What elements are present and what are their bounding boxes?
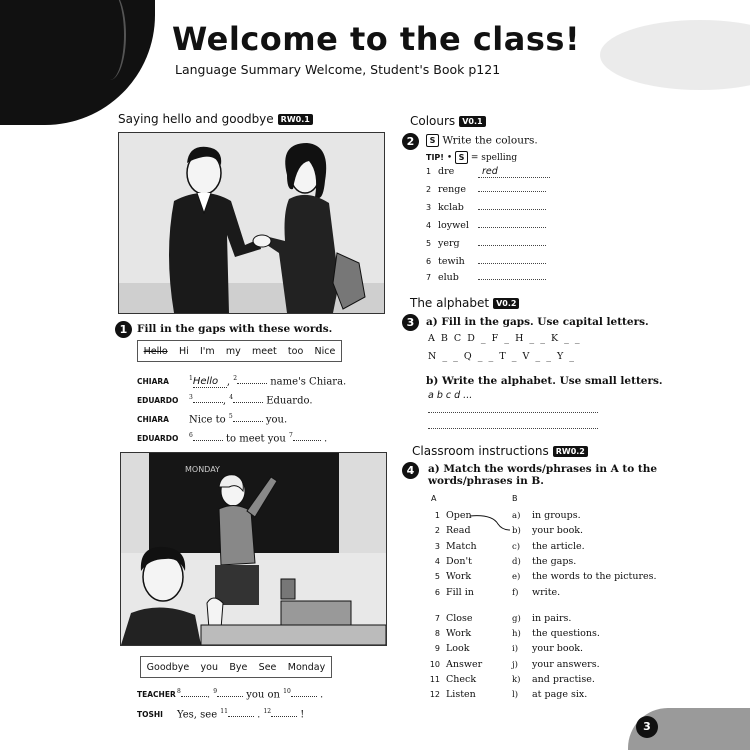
phrase-b: the gaps. — [532, 556, 577, 567]
item-number: 2 — [426, 185, 432, 194]
letter: h) — [512, 629, 521, 639]
match-row — [426, 674, 595, 685]
page-title: Welcome to the class! — [172, 20, 581, 58]
letter: e) — [512, 572, 521, 582]
section-heading-hello — [118, 112, 313, 126]
alphabet-row-1: A B C D _ F _ H _ _ K _ _ — [428, 333, 580, 344]
tip-label: TIP! — [426, 153, 444, 162]
row-number: 12 — [429, 690, 440, 699]
dialog-text: you. — [262, 414, 288, 426]
page-subtitle: Language Summary Welcome, Student's Book p121 — [175, 62, 501, 77]
phrase-a: Fill in — [446, 587, 474, 598]
board-word: MONDAY — [185, 465, 220, 474]
letter: l) — [512, 690, 519, 700]
dialog-text: . — [320, 433, 328, 445]
gap-answer: Hello — [193, 376, 227, 388]
colour-item — [426, 166, 550, 178]
word-box-item: Goodbye — [146, 661, 190, 673]
gap-blank — [193, 402, 223, 403]
word-box-item: Nice — [314, 345, 336, 357]
row-number: 3 — [434, 542, 440, 551]
exercise-3a-instruction: a) Fill in the gaps. Use capital letters. — [426, 316, 649, 328]
gap-blank — [293, 440, 321, 441]
word-box-item: Hello — [143, 345, 168, 357]
speaker-name: CHIARA — [137, 377, 169, 387]
gap-number: 3 — [189, 394, 193, 401]
dialog-line — [137, 708, 304, 720]
item-number: 1 — [426, 167, 432, 176]
gap-blank — [291, 696, 317, 697]
match-row — [426, 659, 600, 670]
exercise-2-instruction — [426, 134, 538, 147]
item-number: 4 — [426, 221, 432, 230]
gap-number: 4 — [229, 394, 234, 401]
match-row — [426, 643, 583, 654]
word-box-item: my — [225, 345, 241, 357]
phrase-b: in groups. — [532, 510, 581, 521]
dialog-line — [137, 432, 327, 444]
colour-item — [426, 202, 546, 213]
exercise-number-2: 2 — [402, 133, 419, 150]
answer-blank — [478, 279, 546, 280]
answer-blank — [478, 263, 546, 264]
tip-line — [426, 151, 517, 164]
alphabet-row-2: N _ _ Q _ _ T _ V _ _ Y _ — [428, 351, 575, 362]
section-tag: V0.1 — [459, 116, 485, 127]
gap-blank — [228, 716, 254, 717]
word-box-item: See — [258, 661, 277, 673]
classroom-illustration — [120, 452, 387, 646]
handshake-illustration — [118, 132, 385, 314]
gap-number: 1 — [189, 375, 193, 382]
colour-item — [426, 220, 546, 231]
phrase-b: write. — [532, 587, 561, 598]
gap-number: 10 — [283, 688, 291, 695]
row-number: 4 — [434, 557, 440, 566]
answer-blank — [478, 191, 546, 192]
phrase-b: in pairs. — [532, 613, 572, 624]
dialog-text: Eduardo. — [263, 395, 313, 407]
phrase-b: your answers. — [532, 659, 600, 670]
word-box-item: Bye — [229, 661, 248, 673]
colour-item — [426, 238, 546, 249]
letter: j) — [512, 660, 518, 670]
gap-number: 6 — [189, 432, 193, 439]
phrase-a: Listen — [446, 689, 476, 700]
speaker-name: TOSHI — [137, 710, 163, 720]
gap-blank — [181, 696, 207, 697]
section-heading-text: Saying hello and goodbye — [118, 112, 274, 126]
phrase-a: Open — [446, 510, 472, 521]
gap-number: 7 — [289, 432, 293, 439]
word-box-item: I'm — [199, 345, 215, 357]
section-tag: V0.2 — [493, 298, 519, 309]
row-number: 6 — [434, 588, 440, 597]
dialog-text: , — [222, 395, 230, 407]
dialog-text: Yes, see — [177, 709, 221, 721]
letter: b) — [512, 526, 521, 536]
item-number: 3 — [426, 203, 432, 212]
letter: a) — [512, 511, 521, 521]
handshake-drawing — [119, 133, 384, 313]
phrase-a: Answer — [446, 659, 483, 670]
item-number: 5 — [426, 239, 432, 248]
phrase-a: Read — [446, 525, 471, 536]
phrase-b: the article. — [532, 541, 585, 552]
phrase-b: the questions. — [532, 628, 600, 639]
item-number: 6 — [426, 257, 432, 266]
section-heading-text: Colours — [410, 114, 456, 128]
match-row — [426, 510, 581, 521]
phrase-b: at page six. — [532, 689, 588, 700]
dialog-text: , — [226, 376, 234, 388]
section-tag: RW0.2 — [553, 446, 588, 457]
phrase-a: Work — [446, 571, 472, 582]
row-number: 7 — [434, 614, 440, 623]
letter: c) — [512, 542, 521, 552]
gap-number: 8 — [177, 688, 181, 695]
row-number: 10 — [429, 660, 440, 669]
phrase-a: Check — [446, 674, 477, 685]
phrase-a: Close — [446, 613, 473, 624]
bullet-icon: • — [446, 153, 453, 163]
exercise-1-instruction: Fill in the gaps with these words. — [137, 323, 333, 335]
scrambled-word: tewih — [438, 256, 465, 267]
dialog-line — [137, 375, 346, 388]
instruction-text: Write the colours. — [442, 134, 538, 147]
answer-line — [428, 412, 598, 413]
match-row — [426, 541, 585, 552]
alphabet-answer: a b c d ... — [428, 390, 473, 401]
exercise-number-4: 4 — [402, 462, 419, 479]
section-heading-colours — [410, 114, 486, 128]
section-tag: RW0.1 — [278, 114, 313, 125]
dialog-text: you on — [243, 689, 284, 701]
speaker-name: EDUARDO — [137, 396, 179, 406]
section-heading-alphabet — [410, 296, 519, 310]
colour-item — [426, 184, 546, 195]
column-a-header: A — [431, 494, 437, 503]
page-number: 3 — [636, 716, 658, 738]
speaker-name: TEACHER — [137, 690, 176, 700]
scrambled-word: renge — [438, 184, 466, 195]
row-number: 5 — [434, 572, 440, 581]
word-box-1 — [137, 340, 342, 362]
dialog-text: Nice to — [189, 414, 229, 426]
phrase-b: your book. — [532, 525, 584, 536]
colour-item — [426, 272, 546, 283]
row-number: 9 — [434, 644, 440, 653]
gap-blank — [217, 696, 243, 697]
corner-decoration — [0, 0, 155, 125]
scrambled-word: kclab — [438, 202, 464, 213]
exercise-number-1: 1 — [115, 321, 132, 338]
scrambled-word: loywel — [438, 220, 469, 231]
dialog-line — [137, 413, 287, 425]
scrambled-word: elub — [438, 272, 459, 283]
colour-item — [426, 256, 546, 267]
phrase-b: your book. — [532, 643, 584, 654]
phrase-b: the words to the pictures. — [532, 571, 657, 582]
title-swoosh — [600, 20, 750, 90]
gap-blank — [237, 383, 267, 384]
answer-blank — [478, 227, 546, 228]
column-b-header: B — [512, 494, 518, 503]
word-box-item: you — [200, 661, 218, 673]
colour-answer: red — [478, 166, 550, 178]
gap-blank — [233, 421, 263, 422]
dialog-text: to meet you — [222, 433, 290, 445]
classroom-drawing — [121, 453, 386, 645]
match-row — [426, 628, 600, 639]
answer-blank — [478, 209, 546, 210]
word-box-item: too — [287, 345, 304, 357]
letter: g) — [512, 614, 521, 624]
phrase-a: Work — [446, 628, 472, 639]
section-heading-text: Classroom instructions — [412, 444, 549, 458]
tip-text: = spelling — [470, 153, 518, 163]
phrase-a: Look — [446, 643, 470, 654]
dialog-text: . — [253, 709, 264, 721]
gap-number: 9 — [213, 688, 218, 695]
dialog-line — [137, 688, 323, 700]
gap-blank — [271, 716, 297, 717]
scrambled-word: dre — [438, 166, 455, 177]
word-box-item: meet — [252, 345, 277, 357]
row-number: 11 — [429, 675, 440, 684]
word-box-item: Hi — [178, 345, 189, 357]
gap-number: 2 — [233, 375, 238, 382]
letter: k) — [512, 675, 521, 685]
dialog-text: ! — [297, 709, 305, 721]
match-row — [426, 571, 657, 582]
speaker-name: EDUARDO — [137, 434, 179, 444]
exercise-3b-instruction: b) Write the alphabet. Use small letters. — [426, 375, 663, 387]
section-heading-instructions — [412, 444, 588, 458]
gap-number: 12 — [263, 708, 272, 715]
answer-line — [428, 428, 598, 429]
dialog-line — [137, 394, 313, 406]
row-number: 8 — [434, 629, 440, 638]
answer-blank — [478, 245, 546, 246]
section-heading-text: The alphabet — [410, 296, 490, 310]
match-row — [426, 587, 560, 598]
gap-number: 11 — [220, 708, 228, 715]
phrase-a: Don't — [446, 556, 472, 567]
match-row — [426, 525, 583, 536]
letter: d) — [512, 557, 521, 567]
phrase-b: and practise. — [532, 674, 595, 685]
letter: i) — [512, 644, 519, 654]
match-row — [426, 556, 576, 567]
dialog-text: name's Chiara. — [267, 376, 347, 388]
letter: f) — [512, 588, 519, 598]
word-box-2 — [140, 656, 332, 678]
gap-blank — [233, 402, 263, 403]
row-number: 1 — [434, 511, 440, 520]
speaker-name: CHIARA — [137, 415, 169, 425]
match-row — [426, 689, 587, 700]
scrambled-word: yerg — [438, 238, 460, 249]
exercise-4-instruction-cont: words/phrases in B. — [428, 475, 544, 487]
exercise-number-3: 3 — [402, 314, 419, 331]
match-row — [426, 613, 571, 624]
spelling-icon: S — [455, 151, 468, 164]
exercise-4-instruction: a) Match the words/phrases in A to the — [428, 463, 658, 475]
dialog-text: . — [206, 689, 214, 701]
gap-blank — [193, 440, 223, 441]
row-number: 2 — [434, 526, 440, 535]
item-number: 7 — [426, 273, 432, 282]
spelling-icon: S — [426, 134, 439, 147]
phrase-a: Match — [446, 541, 477, 552]
gap-number: 5 — [228, 413, 233, 420]
word-box-item: Monday — [287, 661, 326, 673]
dialog-text: . — [316, 689, 324, 701]
